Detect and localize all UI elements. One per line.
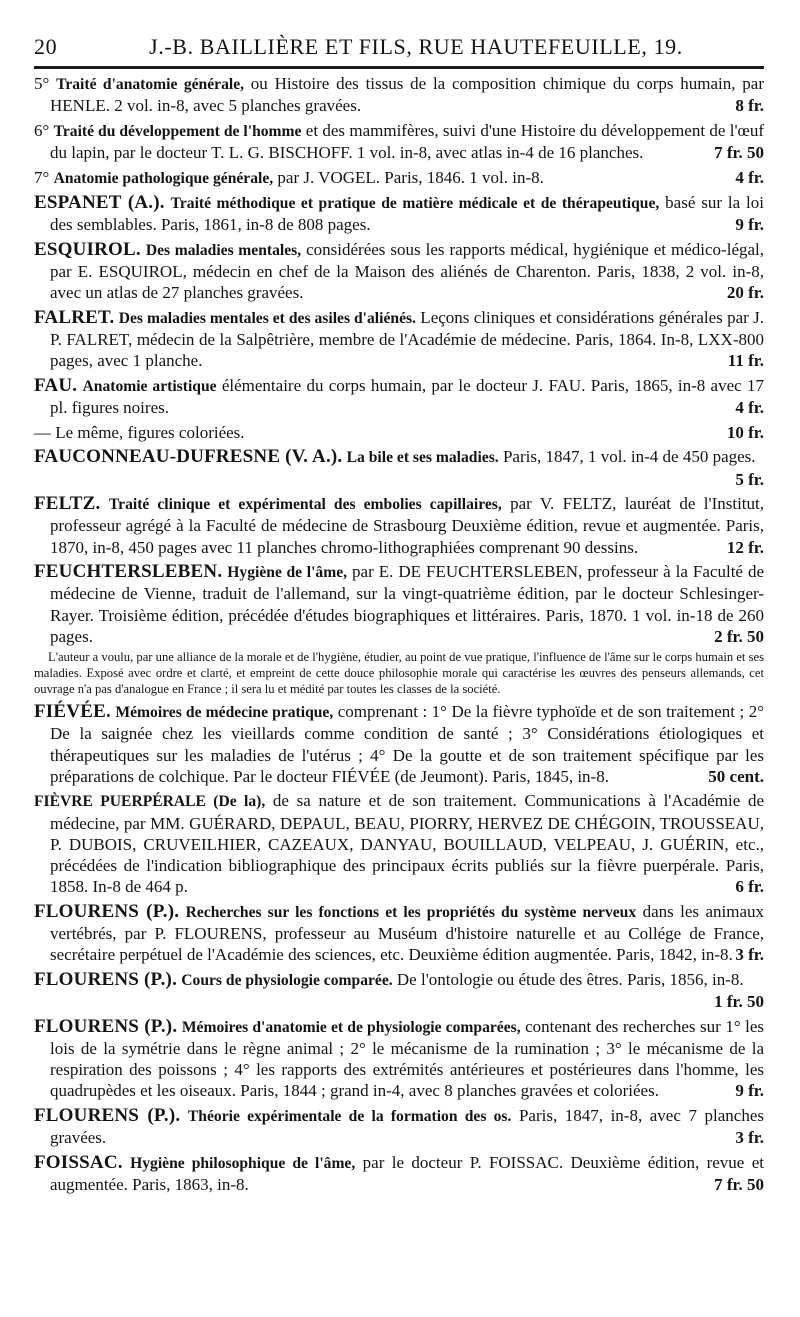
entry-text: considérées sous les rapports médical, hygiénique et médico-légal, par E. ESQUIROL, médecin en chef de la Maison des aliénés de Charenton. Paris, 1838, 2 vol. in-8, avec un atlas de 27 planches gravées. <box>50 239 765 303</box>
entry-text: par le docteur P. FOISSAC. Deuxième édition, revue et augmentée. Paris, 1863, in-8. <box>50 1152 764 1194</box>
entry-price: 2 fr. 50 <box>714 626 764 646</box>
entry-price: 8 fr. <box>735 96 764 116</box>
entry-author: FLOURENS (P.). <box>34 900 180 922</box>
entry-text: Le même, figures coloriées. <box>55 422 245 442</box>
entry-note: L'auteur a voulu, par une alliance de la morale et de l'hygiène, étudier, au point de vue pratique, l'influence de l'âme sur le corps humain et ses maladies. Exposé avec ordre et clarté, et empreint de cette douce philosophie morale qui caractérise les œuvres des penseurs allemands, cet ouvrage n'a pas d'analogue en France ; il sera lu et médité par toutes les classes de la société. <box>34 650 764 696</box>
entry-title: Cours de physiologie comparée. <box>181 971 393 989</box>
entry-price: 12 fr. <box>726 537 764 557</box>
entry-text: comprenant : 1° De la fièvre typhoïde et de son traitement ; 2° De la saignée chez les vieillards comme condition de santé ; 3° Considérations étiologiques et thérapeutiques sur les maladies de l'utérus ; 4° De la goutte et de son traitement spécifique par les préparations de colchique. Par le docteur FIÉVÉE (de Jeumont). Paris, 1845, in-8. <box>50 702 764 786</box>
entry-price: 9 fr. <box>735 1081 764 1101</box>
entry-text: par E. DE FEUCHTERSLEBEN, professeur à la Faculté de médecine de Vienne, traduit de l'allemand, sur la vingt-quatrième édition, par le docteur Schlesinger-Rayer. Troisième édition, précédée d'études biographiques et littéraires. Paris, 1870. 1 vol. in-18 de 260 pages. <box>50 562 765 646</box>
entry-author: FLOURENS (P.). <box>34 1104 181 1126</box>
entry-author: FEUCHTERSLEBEN. <box>34 561 223 583</box>
entry-price: 1 fr. 50 <box>714 991 764 1011</box>
catalog-entry <box>34 901 764 966</box>
catalog-entry <box>34 1105 764 1148</box>
entry-title: Des maladies mentales et des asiles d'aliénés. <box>118 309 416 327</box>
entry-price: 3 fr. <box>735 1127 764 1147</box>
header-rule <box>34 66 764 69</box>
entry-author: FAU. <box>34 374 78 396</box>
entry-price: 3 fr. <box>735 945 764 965</box>
entry-text: contenant des recherches sur 1° les lois de la symétrie dans le règne animal ; 2° le mécanisme de la rumination ; 3° le mécanisme de la respiration des poissons ; 4° les rapports des extrémités antérieures et postérieures dans l'homme, les quadrupèdes et les oiseaux. Paris, 1844 ; grand in-4, avec 8 planches gravées et coloriées. <box>50 1016 765 1101</box>
catalog-entry: 6° Traité du développement de l'homme et des mammifères, suivi d'une Histoire du développement de l'œuf du lapin, par le docteur T. L. G. BISCHOFF. 1 vol. in-8, avec atlas in-4 de 16 planches. 7 fr. 50 <box>34 120 764 162</box>
catalog-entry <box>34 493 764 558</box>
entry-title: Traité d'anatomie générale, <box>56 76 245 93</box>
entry-author: FELTZ. <box>34 493 101 515</box>
catalog-entries <box>34 73 764 1195</box>
entry-text: De l'ontologie ou étude des êtres. Paris, 1856, in-8. <box>392 969 744 989</box>
entry-title: La bile et ses maladies. <box>346 449 499 467</box>
catalog-entry <box>34 192 764 235</box>
catalog-entry <box>34 1152 764 1195</box>
entry-title: Théorie expérimentale de la formation des os. <box>187 1107 512 1125</box>
entry-price: 4 fr. <box>735 398 764 418</box>
catalog-entry <box>34 446 764 489</box>
entry-title: Anatomie artistique <box>82 377 217 395</box>
catalog-entry <box>34 969 764 1012</box>
entry-text: Paris, 1847, 1 vol. in-4 de 450 pages. <box>498 447 756 467</box>
entry-text: dans les animaux vertébrés, par P. FLOURENS, professeur au Muséum d'histoire naturelle et au Collége de France, secrétaire perpétuel de l'Académie des sciences, etc. Deuxième édition augmentée. Paris, 1842, in-8. <box>50 901 765 965</box>
entry-price: 10 fr. <box>726 422 764 442</box>
entry-text: ou Histoire des tissus de la composition chimique du corps humain, par HENLE. 2 vol. in-8, avec 5 planches gravées. <box>50 74 764 116</box>
entry-title: Des maladies mentales, <box>145 241 302 259</box>
entry-author: FLOURENS (P.). <box>34 1015 178 1037</box>
catalog-entry <box>34 701 764 787</box>
running-header <box>34 34 764 64</box>
catalog-entry <box>34 239 764 304</box>
entry-author: ESQUIROL. <box>34 238 141 260</box>
catalog-entry <box>34 307 764 372</box>
page-number: 20 <box>34 34 58 59</box>
entry-author: ESPANET (A.). <box>34 192 165 214</box>
entry-title: Recherches sur les fonctions et les propriétés du système nerveux <box>185 903 637 921</box>
entry-text: basé sur la loi des semblables. Paris, 1861, in-8 de 808 pages. <box>50 193 764 235</box>
entry-title: Mémoires d'anatomie et de physiologie comparées, <box>181 1018 521 1036</box>
entry-price: 7 fr. 50 <box>714 143 764 162</box>
entry-title: Traité du développement de l'homme <box>53 122 302 140</box>
catalog-entry <box>34 375 764 418</box>
entry-author: FAUCONNEAU-DUFRESNE (V. A.). <box>34 446 343 468</box>
catalog-entry: — Le même, figures coloriées. 10 fr. <box>34 422 764 442</box>
entry-title: FIÈVRE PUERPÉRALE (De la), <box>34 793 266 811</box>
entry-title: Hygiène philosophique de l'âme, <box>130 1154 356 1172</box>
entry-text: Leçons cliniques et considérations générales par J. P. FALRET, médecin de la Salpêtrière, membre de l'Académie de médecine. Paris, 1864. In-8, LXX-800 pages, avec 1 planche. <box>50 307 765 371</box>
entry-title: Mémoires de médecine pratique, <box>115 704 334 722</box>
catalog-entry: 7° Anatomie pathologique générale, par J. VOGEL. Paris, 1846. 1 vol. in-8. 4 fr. <box>34 167 764 187</box>
catalog-entry <box>34 1016 764 1102</box>
entry-title: Hygiène de l'âme, <box>227 564 348 582</box>
entry-text: par V. FELTZ, lauréat de l'Institut, professeur agrégé à la Faculté de médecine de Strasbourg Deuxième édition, revue et augmentée. Paris, 1870, in-8, 450 pages avec 11 planches chromo-lithographiées comprenant 90 dessins. <box>50 494 764 557</box>
entry-title: Traité méthodique et pratique de matière médicale et de thérapeutique, <box>170 195 660 213</box>
entry-author: FALRET. <box>34 306 115 328</box>
entry-author: FLOURENS (P.). <box>34 968 178 990</box>
entry-author: FIÉVÉE. <box>34 701 111 723</box>
entry-price: 6 fr. <box>735 877 764 897</box>
entry-price: 4 fr. <box>735 167 764 187</box>
running-title: J.-B. BAILLIÈRE ET FILS, RUE HAUTEFEUILLE, 19. <box>149 34 683 59</box>
entry-price: 5 fr. <box>735 469 764 489</box>
entry-text: élémentaire du corps humain, par le docteur J. FAU. Paris, 1865, in-8 avec 17 pl. figures noires. <box>50 375 765 418</box>
entry-price: 50 cent. <box>708 766 764 786</box>
entry-title: Anatomie pathologique générale, <box>53 169 274 187</box>
catalog-entry <box>34 790 764 897</box>
entry-text: et des mammifères, suivi d'une Histoire du développement de l'œuf du lapin, par le docteur T. L. G. BISCHOFF. 1 vol. in-8, avec atlas in-4 de 16 planches. <box>50 120 764 162</box>
entry-title: Traité clinique et expérimental des embolies capillaires, <box>108 496 502 514</box>
entry-text: par J. VOGEL. Paris, 1846. 1 vol. in-8. <box>273 167 544 187</box>
entry-price: 7 fr. 50 <box>714 1174 764 1194</box>
entry-price: 9 fr. <box>735 215 764 235</box>
catalog-entry <box>34 561 764 647</box>
entry-price: 20 fr. <box>726 283 764 303</box>
catalog-entry: 5° Traité d'anatomie générale, ou Histoire des tissus de la composition chimique du corps humain, par HENLE. 2 vol. in-8, avec 5 planches gravées. 8 fr. <box>34 74 764 116</box>
entry-price: 11 fr. <box>727 351 764 371</box>
entry-text: de sa nature et de son traitement. Communications à l'Académie de médecine, par MM. GUÉRARD, DEPAUL, BEAU, PIORRY, HERVEZ DE CHÉGOIN, TROUSSEAU, P. DUBOIS, CRUVEILHIER, CAZEAUX, DANYAU, BOUILLAUD, VELPEAU, J. GUÉRIN, etc., précédées de l'indication bibliographique des principaux écrits publiés sur la fièvre puerpérale. Paris, 1858. In-8 de 464 p. <box>50 791 764 897</box>
entry-author: FOISSAC. <box>34 1151 123 1173</box>
entry-text: Paris, 1847, in-8, avec 7 planches gravées. <box>50 1105 764 1147</box>
